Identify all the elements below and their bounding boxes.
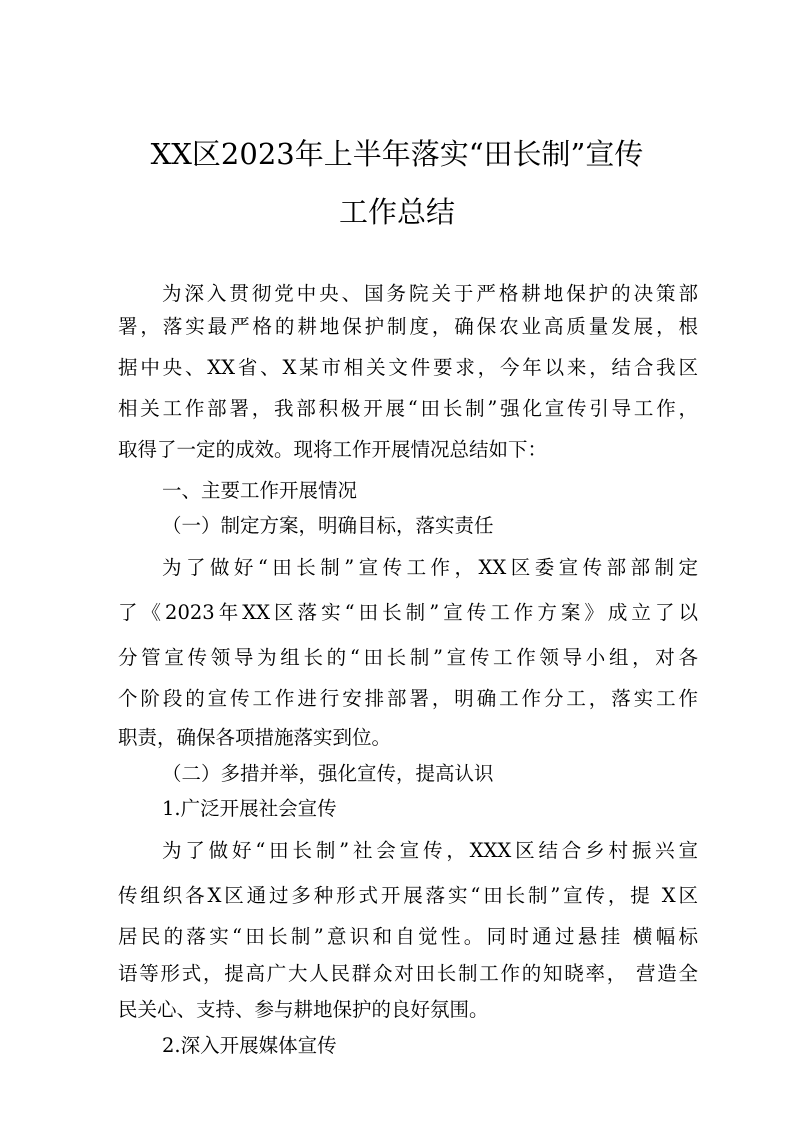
paragraph-line: 语等形式，提高广大人民群众对田长制工作的知晓率， 营造全: [118, 962, 698, 985]
section-heading: 一、主要工作开展情况: [162, 479, 358, 502]
paragraph-line: 相关工作部署，我部积极开展“田长制”强化宣传引导工作，: [118, 397, 698, 420]
paragraph-line: 为深入贯彻党中央、国务院关于严格耕地保护的决策部: [162, 282, 698, 305]
paragraph-line: 为了做好“田长制”宣传工作，XX区委宣传部部制定: [162, 556, 698, 579]
document-title-line-2: 工作总结: [338, 195, 455, 229]
paragraph-line: 职责，确保各项措施落实到位。: [118, 726, 392, 749]
paragraph-line: 据中央、XX省、X某市相关文件要求，今年以来，结合我区: [118, 356, 698, 379]
paragraph-line: 传组织各X区通过多种形式开展落实“田长制”宣传，提 X区: [118, 884, 698, 907]
subsection-heading: （二）多措并举，强化宣传，提高认识: [162, 762, 494, 785]
paragraph-line: 个阶段的宣传工作进行安排部署，明确工作分工，落实工作: [118, 687, 698, 710]
item-heading: 2.深入开展媒体宣传: [162, 1034, 337, 1057]
paragraph-line: 取得了一定的成效。现将工作开展情况总结如下：: [118, 438, 548, 461]
paragraph-line: 为了做好“田长制”社会宣传，XXX区结合乡村振兴宣: [162, 839, 698, 862]
document-title-line-1: XX区2023年上半年落实“田长制”宣传: [150, 137, 644, 171]
paragraph-line: 署，落实最严格的耕地保护制度，确保农业高质量发展，根: [118, 315, 698, 338]
paragraph-line: 居民的落实“田长制”意识和自觉性。同时通过悬挂 横幅标: [118, 925, 698, 948]
paragraph-line: 分管宣传领导为组长的“田长制”宣传工作领导小组，对各: [118, 646, 698, 669]
paragraph-line: 民关心、支持、参与耕地保护的良好氛围。: [118, 998, 489, 1021]
item-heading: 1.广泛开展社会宣传: [162, 797, 337, 820]
subsection-heading: （一）制定方案，明确目标，落实责任: [162, 514, 494, 537]
paragraph-line: 了《2023年XX区落实“田长制”宣传工作方案》成立了以: [118, 601, 698, 624]
